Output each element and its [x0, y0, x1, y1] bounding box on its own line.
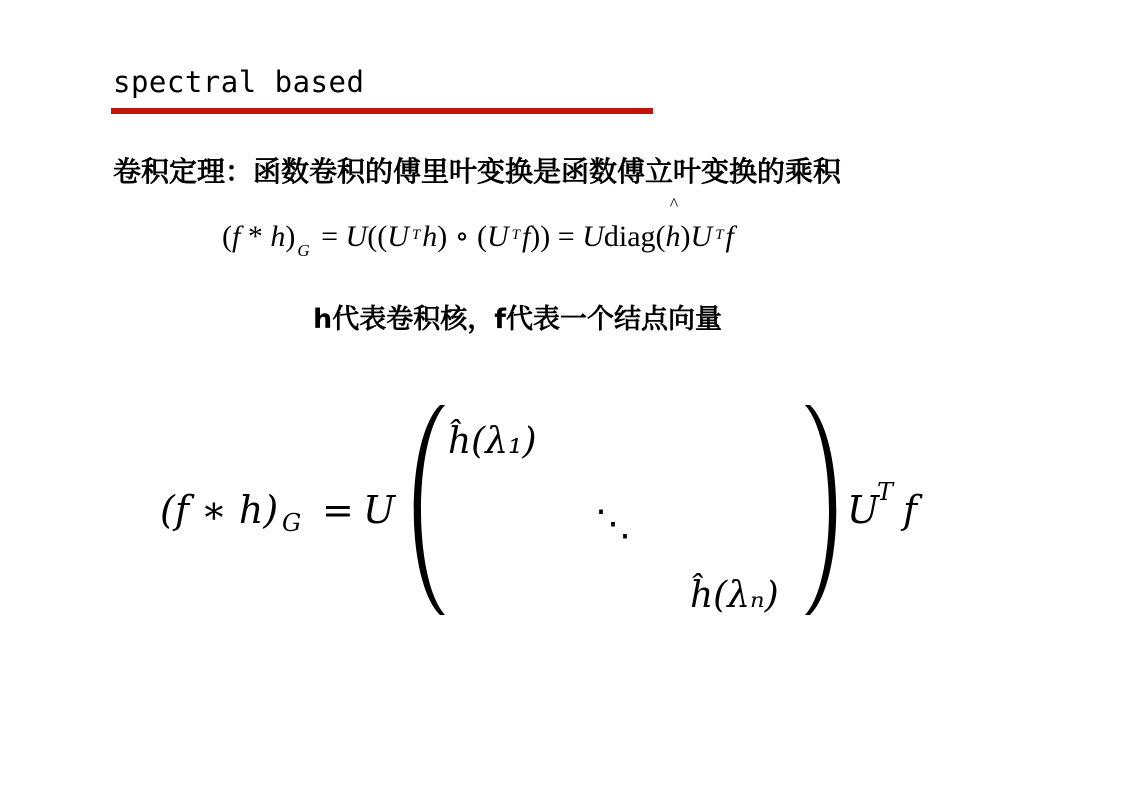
matrix-left-paren: [414, 405, 445, 615]
matrix-formula: [150, 395, 950, 625]
matrix-u: U: [363, 488, 396, 532]
formula-hat-mark: ^: [669, 194, 679, 214]
formula-h: h: [270, 220, 286, 253]
matrix-formula-svg: [150, 395, 950, 625]
formula-u-2: U: [387, 220, 409, 253]
matrix-equals: =: [322, 488, 354, 532]
matrix-lhs-subscript: G: [282, 509, 302, 537]
slide-title: spectral based: [113, 65, 365, 99]
formula-h-3: h: [665, 220, 681, 253]
formula-h-hat: [665, 194, 681, 255]
convolution-formula: [222, 194, 882, 270]
convolution-theorem-text: 卷积定理：函数卷积的傅里叶变换是函数傅立叶变换的乘积: [113, 155, 842, 188]
formula-equals-1: =: [313, 220, 346, 253]
formula-star: *: [240, 220, 271, 253]
matrix-rhs-u: U: [847, 488, 880, 532]
title-underline: [111, 108, 653, 114]
formula-close-3: ): [680, 220, 691, 253]
formula-diag: diag(: [603, 220, 666, 253]
matrix-rhs-f: f: [903, 488, 918, 532]
formula-u-5: U: [690, 220, 713, 253]
matrix-right-paren: [805, 405, 836, 615]
formula-u-1: U: [345, 220, 368, 253]
matrix-entry-last: ĥ(λₙ): [690, 575, 779, 616]
formula-f-3: f: [725, 220, 734, 253]
formula-u-4: U: [582, 220, 604, 253]
formula-transpose-3: T: [715, 227, 724, 243]
formula-subscript-g: G: [297, 241, 310, 260]
matrix-diagonal-dots: ⋱: [595, 503, 631, 544]
matrix-rhs-transpose: T: [877, 478, 894, 506]
formula-close-2: )): [530, 220, 551, 253]
formula-close-1: ): [437, 220, 448, 253]
formula-open-parens: ((: [367, 220, 388, 253]
formula-lparen: (: [222, 220, 232, 253]
formula-f: f: [232, 220, 241, 253]
formula-hadamard: ∘: [447, 220, 477, 253]
formula-h-2: h: [422, 220, 438, 253]
matrix-lhs: (f ∗ h): [160, 488, 279, 532]
formula-open-2: (: [476, 220, 487, 253]
formula-u-3: U: [486, 220, 509, 253]
formula-transpose-2: T: [511, 227, 520, 243]
formula-f-2: f: [521, 220, 531, 253]
formula-transpose-1: T: [411, 227, 421, 243]
convolution-formula-expression: [222, 194, 734, 260]
variable-description: h代表卷积核，f代表一个结点向量: [313, 304, 722, 335]
formula-equals-2: =: [550, 220, 583, 253]
formula-rparen: ): [285, 220, 296, 253]
matrix-entry-first: ĥ(λ₁): [448, 421, 537, 462]
